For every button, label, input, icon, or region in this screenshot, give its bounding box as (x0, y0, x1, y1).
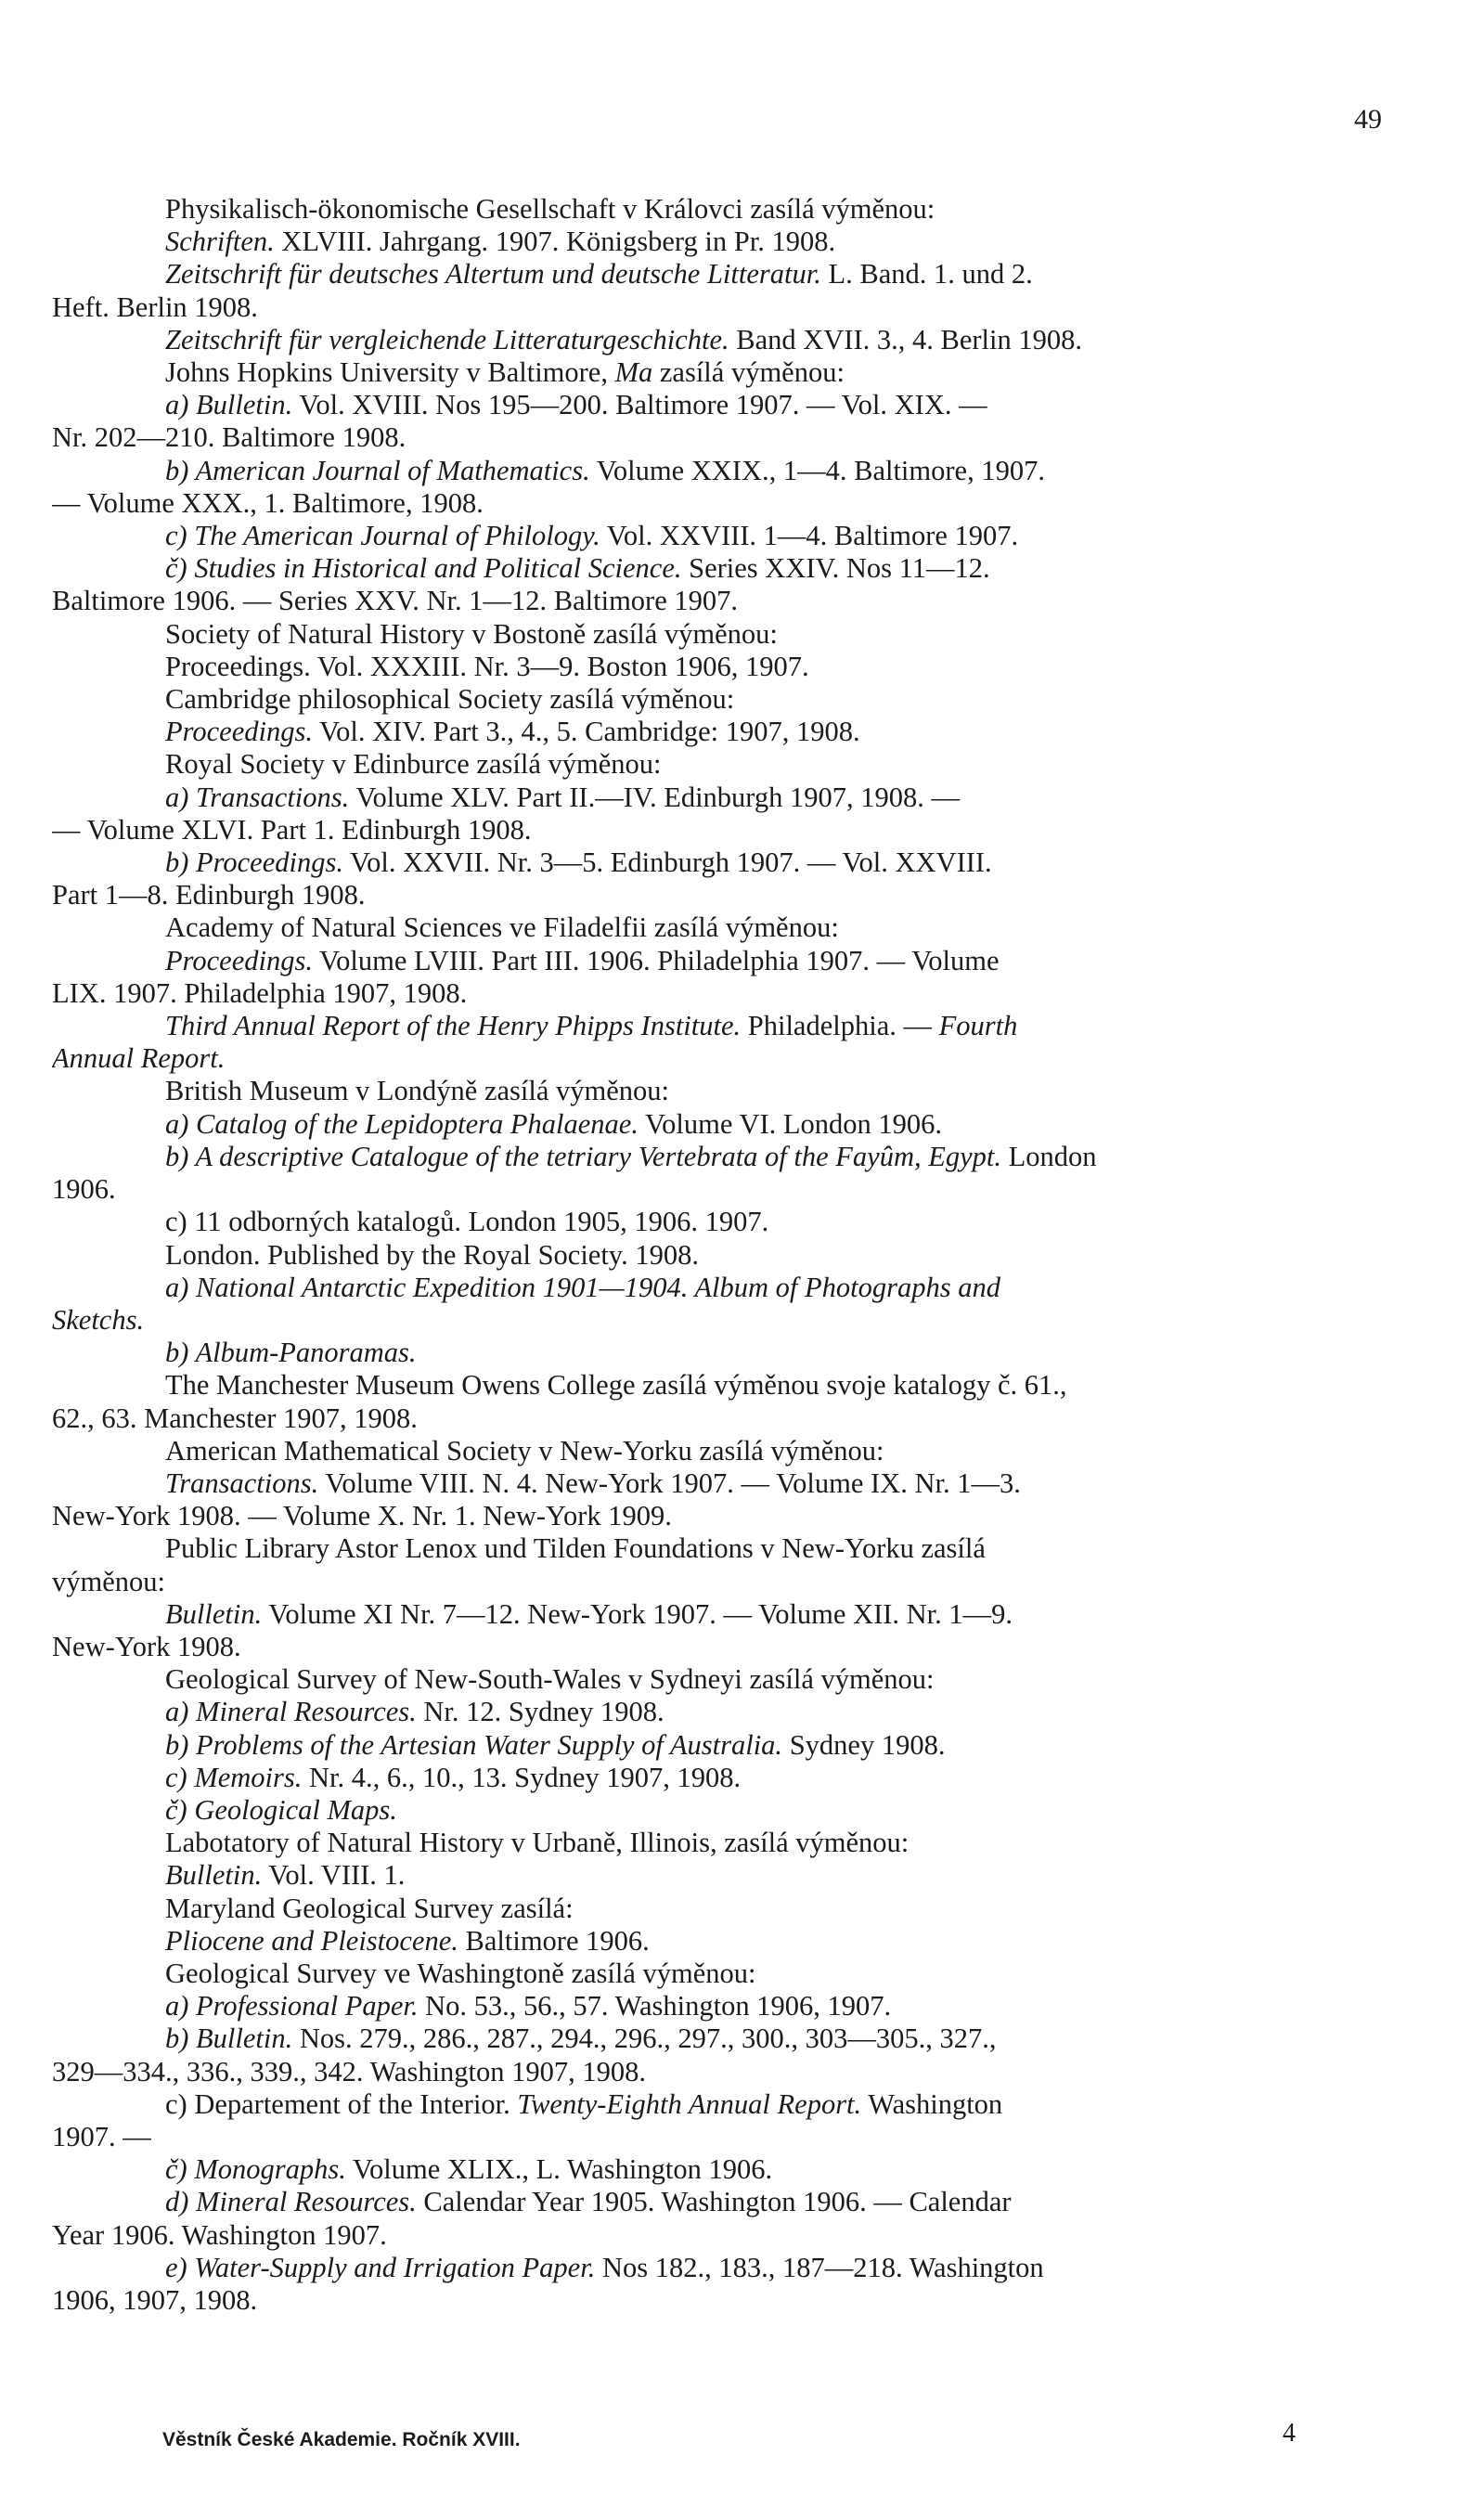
italic-title-text: Proceedings. (165, 944, 313, 976)
text-run: Labotatory of Natural History v Urbaně, Illinois, zasílá výměnou: (165, 1827, 910, 1859)
text-run: 329—334., 336., 339., 342. Washington 1907, 1908. (52, 2055, 647, 2087)
text-run: Royal Society v Edinburce zasílá výměnou: (165, 748, 662, 781)
text-line (52, 748, 1404, 781)
text-run: Physikalisch-ökonomische Gesellschaft v Královci zasílá výměnou: (165, 193, 935, 225)
text-line (52, 618, 1404, 651)
text-line (52, 291, 1404, 324)
text-run: Nr. 4., 6., 10., 13. Sydney 1907, 1908. (302, 1761, 742, 1793)
text-run: — Volume XXX., 1. Baltimore, 1908. (52, 486, 484, 519)
italic-title-text: b) American Journal of Mathematics. (165, 454, 590, 486)
text-run: Series XXIV. Nos 11—12. (681, 552, 990, 585)
text-line (52, 1925, 1404, 1958)
text-run: Volume XXIX., 1—4. Baltimore, 1907. (589, 454, 1045, 486)
text-run: Vol. VIII. 1. (262, 1859, 406, 1892)
text-run: — Volume XLVI. Part 1. Edinburgh 1908. (52, 813, 532, 846)
text-line (52, 1500, 1404, 1532)
text-run: British Museum v Londýně zasílá výměnou: (165, 1075, 669, 1107)
text-line (52, 1893, 1404, 1925)
text-line (52, 585, 1404, 617)
text-line (52, 2056, 1404, 2088)
text-line (52, 1272, 1404, 1304)
text-run: Cambridge philosophical Society zasílá výměnou: (165, 683, 735, 716)
text-line (52, 2121, 1404, 2153)
italic-title-text: a) National Antarctic Expedition 1901—1904. Album of Photographs and (165, 1271, 1001, 1303)
text-line (52, 1859, 1404, 1892)
text-run: Johns Hopkins University v Baltimore, (165, 356, 615, 389)
text-run: 62., 63. Manchester 1907, 1908. (52, 1402, 418, 1434)
italic-title-text: b) Problems of the Artesian Water Supply of Australia. (165, 1728, 783, 1761)
text-line (52, 1369, 1404, 1402)
text-line (52, 1729, 1404, 1762)
text-run: Baltimore 1906. — Series XXV. Nr. 1—12. Baltimore 1907. (52, 585, 738, 617)
text-run: Maryland Geological Survey zasílá: (165, 1892, 574, 1924)
text-line (52, 1239, 1404, 1272)
text-line (52, 1794, 1404, 1827)
text-run: 1906. (52, 1173, 116, 1206)
text-run: Nos. 279., 286., 287., 294., 296., 297., 300., 303—305., 327., (292, 2022, 997, 2055)
text-run: c) 11 odborných katalogů. London 1905, 1906. 1907. (165, 1206, 769, 1238)
text-run: LIX. 1907. Philadelphia 1907, 1908. (52, 976, 468, 1009)
text-run: Academy of Natural Sciences ve Filadelfii zasílá výměnou: (165, 911, 839, 944)
italic-title-text: Zeitschrift für deutsches Altertum und deutsche Litteratur. (165, 258, 821, 291)
journal-footer: Věstník České Akademie. Ročník XVIII. (162, 2429, 521, 2450)
text-line (52, 782, 1404, 814)
italic-title-text: a) Bulletin. (165, 389, 293, 421)
italic-title-text: Bulletin. (165, 1859, 263, 1892)
text-line (52, 389, 1404, 421)
text-line (52, 2252, 1404, 2284)
text-run: 1907. — (52, 2120, 151, 2152)
text-line (52, 455, 1404, 487)
text-line (52, 1762, 1404, 1794)
page-number: 49 (1354, 104, 1382, 135)
text-run: American Mathematical Society v New-Yorku zasílá výměnou: (165, 1434, 884, 1467)
text-line (52, 1435, 1404, 1467)
text-line (52, 421, 1404, 454)
text-line (52, 487, 1404, 520)
text-line (52, 1532, 1404, 1565)
text-run: Sydney 1908. (782, 1728, 946, 1761)
text-line (52, 683, 1404, 716)
text-run: Vol. XXVII. Nr. 3—5. Edinburgh 1907. — Vol. XXVIII. (342, 846, 992, 879)
text-run: Nr. 202—210. Baltimore 1908. (52, 421, 406, 454)
text-line (52, 2186, 1404, 2218)
text-run: Heft. Berlin 1908. (52, 291, 258, 323)
text-line (52, 1467, 1404, 1500)
text-line (52, 1663, 1404, 1696)
italic-title-text: a) Catalog of the Lepidoptera Phalaenae. (165, 1107, 639, 1140)
text-run: Washington (861, 2087, 1003, 2120)
italic-title-text: a) Transactions. (165, 781, 350, 813)
italic-title-text: b) Proceedings. (165, 846, 343, 879)
text-run: Baltimore 1906. (458, 1924, 650, 1957)
text-run: London (1001, 1140, 1097, 1172)
text-run: výměnou: (52, 1565, 165, 1597)
text-line (52, 911, 1404, 944)
italic-title-text: e) Water-Supply and Irrigation Paper. (165, 2251, 596, 2283)
italic-title-text: c) Memoirs. (165, 1761, 303, 1793)
text-line (52, 1141, 1404, 1173)
text-line (52, 2284, 1404, 2317)
italic-title-text: c) The American Journal of Philology. (165, 520, 600, 552)
text-run: Society of Natural History v Bostoně zasílá výměnou: (165, 617, 778, 650)
text-run: L. Band. 1. und 2. (820, 258, 1033, 291)
italic-title-text: d) Mineral Resources. (165, 2186, 417, 2218)
italic-title-text: Sketchs. (52, 1303, 145, 1336)
text-run: Volume LVIII. Part III. 1906. Philadelphia 1907. — Volume (312, 944, 1000, 976)
text-line (52, 945, 1404, 977)
text-line (52, 2219, 1404, 2252)
italic-title-text: Annual Report. (52, 1042, 226, 1075)
text-run: Volume VIII. N. 4. New-York 1907. — Volume IX. Nr. 1—3. (318, 1467, 1021, 1499)
text-line (52, 226, 1404, 258)
italic-title-text: Zeitschrift für vergleichende Litteraturgeschichte. (165, 323, 729, 355)
text-run: Philadelphia. — (741, 1010, 939, 1042)
italic-title-text: Transactions. (165, 1467, 319, 1499)
text-line (52, 651, 1404, 683)
italic-title-text: č) Studies in Historical and Political Science. (165, 552, 682, 585)
text-line (52, 258, 1404, 291)
text-run: Geological Survey ve Washingtoně zasílá výměnou: (165, 1957, 756, 1989)
italic-title-text: Proceedings. (165, 716, 313, 748)
text-line (52, 1042, 1404, 1075)
italic-title-text: b) Bulletin. (165, 2022, 293, 2055)
text-run: Volume XLV. Part II.—IV. Edinburgh 1907, 1908. — (349, 781, 961, 813)
text-line (52, 552, 1404, 585)
text-run: New-York 1908. — Volume X. Nr. 1. New-York 1909. (52, 1500, 672, 1532)
italic-title-text: Twenty-Eighth Annual Report. (517, 2087, 862, 2120)
text-line (52, 2022, 1404, 2055)
text-line (52, 716, 1404, 748)
text-run: c) Departement of the Interior. (165, 2087, 518, 2120)
italic-title-text: č) Monographs. (165, 2153, 346, 2186)
italic-title-text: Schriften. (165, 226, 275, 258)
text-line (52, 1990, 1404, 2022)
text-run: Calendar Year 1905. Washington 1906. — Calendar (416, 2186, 1012, 2218)
text-line (52, 324, 1404, 356)
text-run: Proceedings. Vol. XXXIII. Nr. 3—9. Boston 1906, 1907. (165, 650, 809, 682)
text-run: Band XVII. 3., 4. Berlin 1908. (729, 323, 1082, 355)
text-run: Vol. XXVIII. 1—4. Baltimore 1907. (600, 520, 1019, 552)
text-line (52, 2088, 1404, 2121)
text-line (52, 1304, 1404, 1337)
text-run: Volume VI. London 1906. (638, 1107, 943, 1140)
text-line (52, 1010, 1404, 1042)
text-line (52, 1173, 1404, 1206)
text-run: Part 1—8. Edinburgh 1908. (52, 879, 366, 911)
text-line (52, 879, 1404, 911)
text-run: Volume XI Nr. 7—12. New-York 1907. — Volume XII. Nr. 1—9. (262, 1597, 1013, 1630)
text-run: Geological Survey of New-South-Wales v Sydneyi zasílá výměnou: (165, 1663, 935, 1696)
text-run: London. Published by the Royal Society. 1908. (165, 1238, 699, 1271)
text-line (52, 977, 1404, 1010)
text-run: New-York 1908. (52, 1630, 241, 1662)
italic-title-text: b) Album-Panoramas. (165, 1337, 417, 1369)
page-body (52, 193, 1404, 2317)
text-run: Year 1906. Washington 1907. (52, 2218, 387, 2251)
text-line (52, 1631, 1404, 1663)
text-line (52, 1827, 1404, 1859)
italic-title-text: č) Geological Maps. (165, 1793, 397, 1826)
signature-mark: 4 (1283, 2419, 1296, 2448)
text-line (52, 814, 1404, 846)
text-run: Volume XLIX., L. Washington 1906. (345, 2153, 773, 2186)
text-run: zasílá výměnou: (652, 356, 845, 389)
text-run: Vol. XVIII. Nos 195—200. Baltimore 1907. — Vol. XIX. — (292, 389, 987, 421)
text-line (52, 1108, 1404, 1141)
italic-title-text: Third Annual Report of the Henry Phipps Institute. (165, 1010, 742, 1042)
text-run: Nr. 12. Sydney 1908. (416, 1696, 664, 1728)
text-line (52, 846, 1404, 879)
italic-title-text: Pliocene and Pleistocene. (165, 1924, 458, 1957)
text-line (52, 1566, 1404, 1598)
italic-title-text: Fourth (938, 1010, 1018, 1042)
text-line (52, 193, 1404, 226)
italic-title-text: a) Professional Paper. (165, 1990, 419, 2022)
text-line (52, 1337, 1404, 1369)
text-line (52, 1075, 1404, 1107)
text-run: No. 53., 56., 57. Washington 1906, 1907. (418, 1990, 892, 2022)
text-run: The Manchester Museum Owens College zasílá výměnou svoje katalogy č. 61., (165, 1369, 1067, 1402)
text-line (52, 1402, 1404, 1435)
text-line (52, 1958, 1404, 1990)
text-run: Vol. XIV. Part 3., 4., 5. Cambridge: 1907, 1908. (312, 716, 860, 748)
italic-title-text: b) A descriptive Catalogue of the tetriary Vertebrata of the Fayûm, Egypt. (165, 1140, 1002, 1172)
italic-title-text: a) Mineral Resources. (165, 1696, 417, 1728)
text-line (52, 520, 1404, 552)
text-line (52, 356, 1404, 389)
text-run: Public Library Astor Lenox und Tilden Foundations v New-Yorku zasílá (165, 1532, 986, 1565)
text-line (52, 1206, 1404, 1238)
text-run: 1906, 1907, 1908. (52, 2284, 258, 2316)
text-line (52, 1696, 1404, 1728)
italic-title-text: Ma (614, 356, 653, 389)
text-run: XLVIII. Jahrgang. 1907. Königsberg in Pr. 1908. (274, 226, 836, 258)
italic-title-text: Bulletin. (165, 1597, 263, 1630)
text-line (52, 1598, 1404, 1631)
text-run: Nos 182., 183., 187—218. Washington (595, 2251, 1044, 2283)
text-line (52, 2153, 1404, 2186)
